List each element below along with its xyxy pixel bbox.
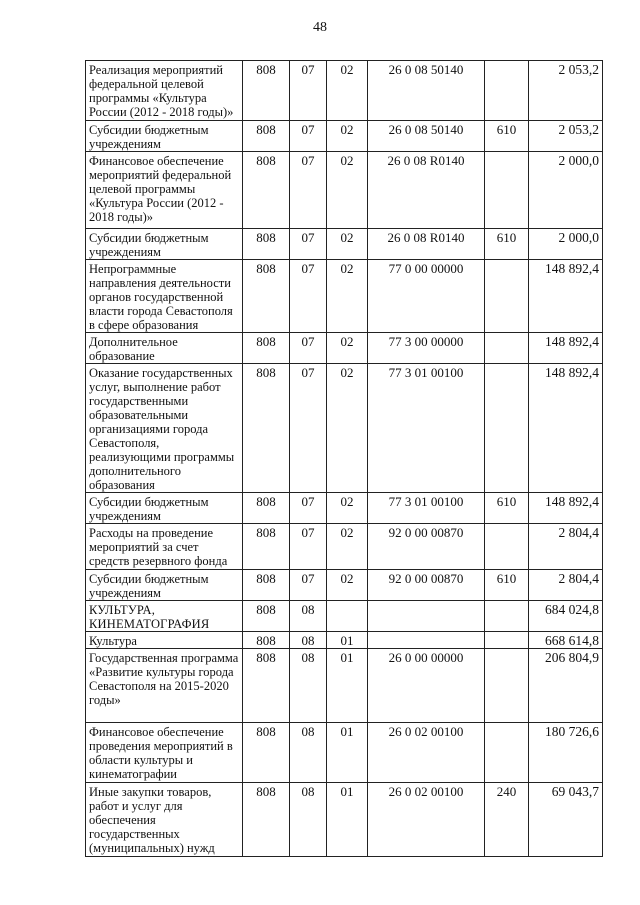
row-target-article: 92 0 00 00870 <box>368 570 485 601</box>
row-subsection: 02 <box>327 61 368 121</box>
row-section: 07 <box>290 493 327 524</box>
row-expense-type <box>485 649 529 723</box>
row-expense-type <box>485 524 529 570</box>
row-expense-type <box>485 723 529 783</box>
row-target-article: 26 0 02 00100 <box>368 723 485 783</box>
row-subsection: 02 <box>327 333 368 364</box>
row-expense-type: 610 <box>485 493 529 524</box>
row-section: 08 <box>290 723 327 783</box>
row-amount: 668 614,8 <box>529 632 603 649</box>
row-expense-type <box>485 601 529 632</box>
table-row <box>86 333 603 364</box>
table-row <box>86 570 603 601</box>
row-amount: 2 804,4 <box>529 524 603 570</box>
row-name: КУЛЬТУРА, КИНЕМАТОГРАФИЯ <box>86 601 243 632</box>
row-section: 07 <box>290 121 327 152</box>
table-row <box>86 723 603 783</box>
row-amount: 2 804,4 <box>529 570 603 601</box>
row-grbs: 808 <box>243 632 290 649</box>
row-amount: 148 892,4 <box>529 364 603 493</box>
row-section: 07 <box>290 570 327 601</box>
row-amount: 2 000,0 <box>529 229 603 260</box>
row-subsection: 02 <box>327 493 368 524</box>
row-expense-type: 610 <box>485 121 529 152</box>
row-target-article <box>368 601 485 632</box>
table-row <box>86 601 603 632</box>
row-section: 08 <box>290 649 327 723</box>
row-target-article: 26 0 08 50140 <box>368 121 485 152</box>
row-amount: 2 053,2 <box>529 121 603 152</box>
row-grbs: 808 <box>243 493 290 524</box>
table-row <box>86 493 603 524</box>
row-target-article: 92 0 00 00870 <box>368 524 485 570</box>
row-subsection: 02 <box>327 152 368 229</box>
row-expense-type <box>485 61 529 121</box>
row-section: 07 <box>290 524 327 570</box>
table-row <box>86 229 603 260</box>
page-number: 48 <box>313 20 327 35</box>
row-subsection <box>327 601 368 632</box>
row-grbs: 808 <box>243 723 290 783</box>
row-section: 08 <box>290 632 327 649</box>
row-target-article: 26 0 08 R0140 <box>368 229 485 260</box>
table-row <box>86 649 603 723</box>
row-name: Финансовое обеспечение проведения мероприятий в области культуры и кинематографии <box>86 723 243 783</box>
table-row <box>86 152 603 229</box>
row-grbs: 808 <box>243 260 290 333</box>
row-section: 07 <box>290 333 327 364</box>
row-section: 08 <box>290 601 327 632</box>
row-section: 07 <box>290 61 327 121</box>
table-row <box>86 524 603 570</box>
row-target-article <box>368 632 485 649</box>
row-amount: 148 892,4 <box>529 260 603 333</box>
row-name: Расходы на проведение мероприятий за счет средств резервного фонда <box>86 524 243 570</box>
row-amount: 148 892,4 <box>529 333 603 364</box>
table-row <box>86 61 603 121</box>
row-expense-type <box>485 152 529 229</box>
row-amount: 2 000,0 <box>529 152 603 229</box>
row-grbs: 808 <box>243 783 290 857</box>
table-row <box>86 121 603 152</box>
row-section: 07 <box>290 229 327 260</box>
row-grbs: 808 <box>243 229 290 260</box>
row-target-article: 26 0 02 00100 <box>368 783 485 857</box>
row-name: Государственная программа «Развитие культуры города Севастополя на 2015-2020 годы» <box>86 649 243 723</box>
row-target-article: 26 0 08 50140 <box>368 61 485 121</box>
row-name: Субсидии бюджетным учреждениям <box>86 121 243 152</box>
row-expense-type: 240 <box>485 783 529 857</box>
row-subsection: 01 <box>327 723 368 783</box>
row-target-article: 77 0 00 00000 <box>368 260 485 333</box>
row-expense-type <box>485 632 529 649</box>
row-expense-type <box>485 364 529 493</box>
row-amount: 684 024,8 <box>529 601 603 632</box>
row-subsection: 01 <box>327 783 368 857</box>
row-name: Культура <box>86 632 243 649</box>
row-grbs: 808 <box>243 333 290 364</box>
row-target-article: 26 0 08 R0140 <box>368 152 485 229</box>
table-row <box>86 260 603 333</box>
row-name: Финансовое обеспечение мероприятий федеральной целевой программы «Культура России (2012 - 2018 годы)» <box>86 152 243 229</box>
row-name: Иные закупки товаров, работ и услуг для обеспечения государственных (муниципальных) нужд <box>86 783 243 857</box>
row-grbs: 808 <box>243 152 290 229</box>
row-expense-type <box>485 260 529 333</box>
row-grbs: 808 <box>243 61 290 121</box>
row-grbs: 808 <box>243 570 290 601</box>
row-target-article: 77 3 01 00100 <box>368 364 485 493</box>
row-expense-type: 610 <box>485 570 529 601</box>
row-section: 08 <box>290 783 327 857</box>
row-section: 07 <box>290 260 327 333</box>
row-amount: 180 726,6 <box>529 723 603 783</box>
row-subsection: 02 <box>327 121 368 152</box>
row-target-article: 77 3 00 00000 <box>368 333 485 364</box>
row-subsection: 02 <box>327 229 368 260</box>
row-name: Субсидии бюджетным учреждениям <box>86 229 243 260</box>
table-row <box>86 632 603 649</box>
row-subsection: 02 <box>327 524 368 570</box>
row-name: Реализация мероприятий федеральной целевой программы «Культура России (2012 - 2018 годы)» <box>86 61 243 121</box>
row-subsection: 01 <box>327 649 368 723</box>
row-grbs: 808 <box>243 364 290 493</box>
row-target-article: 26 0 00 00000 <box>368 649 485 723</box>
row-name: Оказание государственных услуг, выполнение работ государственными образовательными организациями города Севастополя, реализующими программы дополнительного образования <box>86 364 243 493</box>
row-subsection: 02 <box>327 260 368 333</box>
row-target-article: 77 3 01 00100 <box>368 493 485 524</box>
row-amount: 69 043,7 <box>529 783 603 857</box>
row-expense-type: 610 <box>485 229 529 260</box>
row-section: 07 <box>290 364 327 493</box>
row-expense-type <box>485 333 529 364</box>
row-subsection: 01 <box>327 632 368 649</box>
row-name: Дополнительное образование <box>86 333 243 364</box>
row-name: Субсидии бюджетным учреждениям <box>86 570 243 601</box>
row-amount: 148 892,4 <box>529 493 603 524</box>
row-grbs: 808 <box>243 649 290 723</box>
row-grbs: 808 <box>243 524 290 570</box>
table-row <box>86 364 603 493</box>
table-row <box>86 783 603 857</box>
row-amount: 206 804,9 <box>529 649 603 723</box>
row-subsection: 02 <box>327 570 368 601</box>
row-grbs: 808 <box>243 121 290 152</box>
row-name: Субсидии бюджетным учреждениям <box>86 493 243 524</box>
budget-table <box>85 60 603 857</box>
row-grbs: 808 <box>243 601 290 632</box>
row-section: 07 <box>290 152 327 229</box>
row-amount: 2 053,2 <box>529 61 603 121</box>
row-name: Непрограммные направления деятельности органов государственной власти города Севастополя в сфере образования <box>86 260 243 333</box>
row-subsection: 02 <box>327 364 368 493</box>
